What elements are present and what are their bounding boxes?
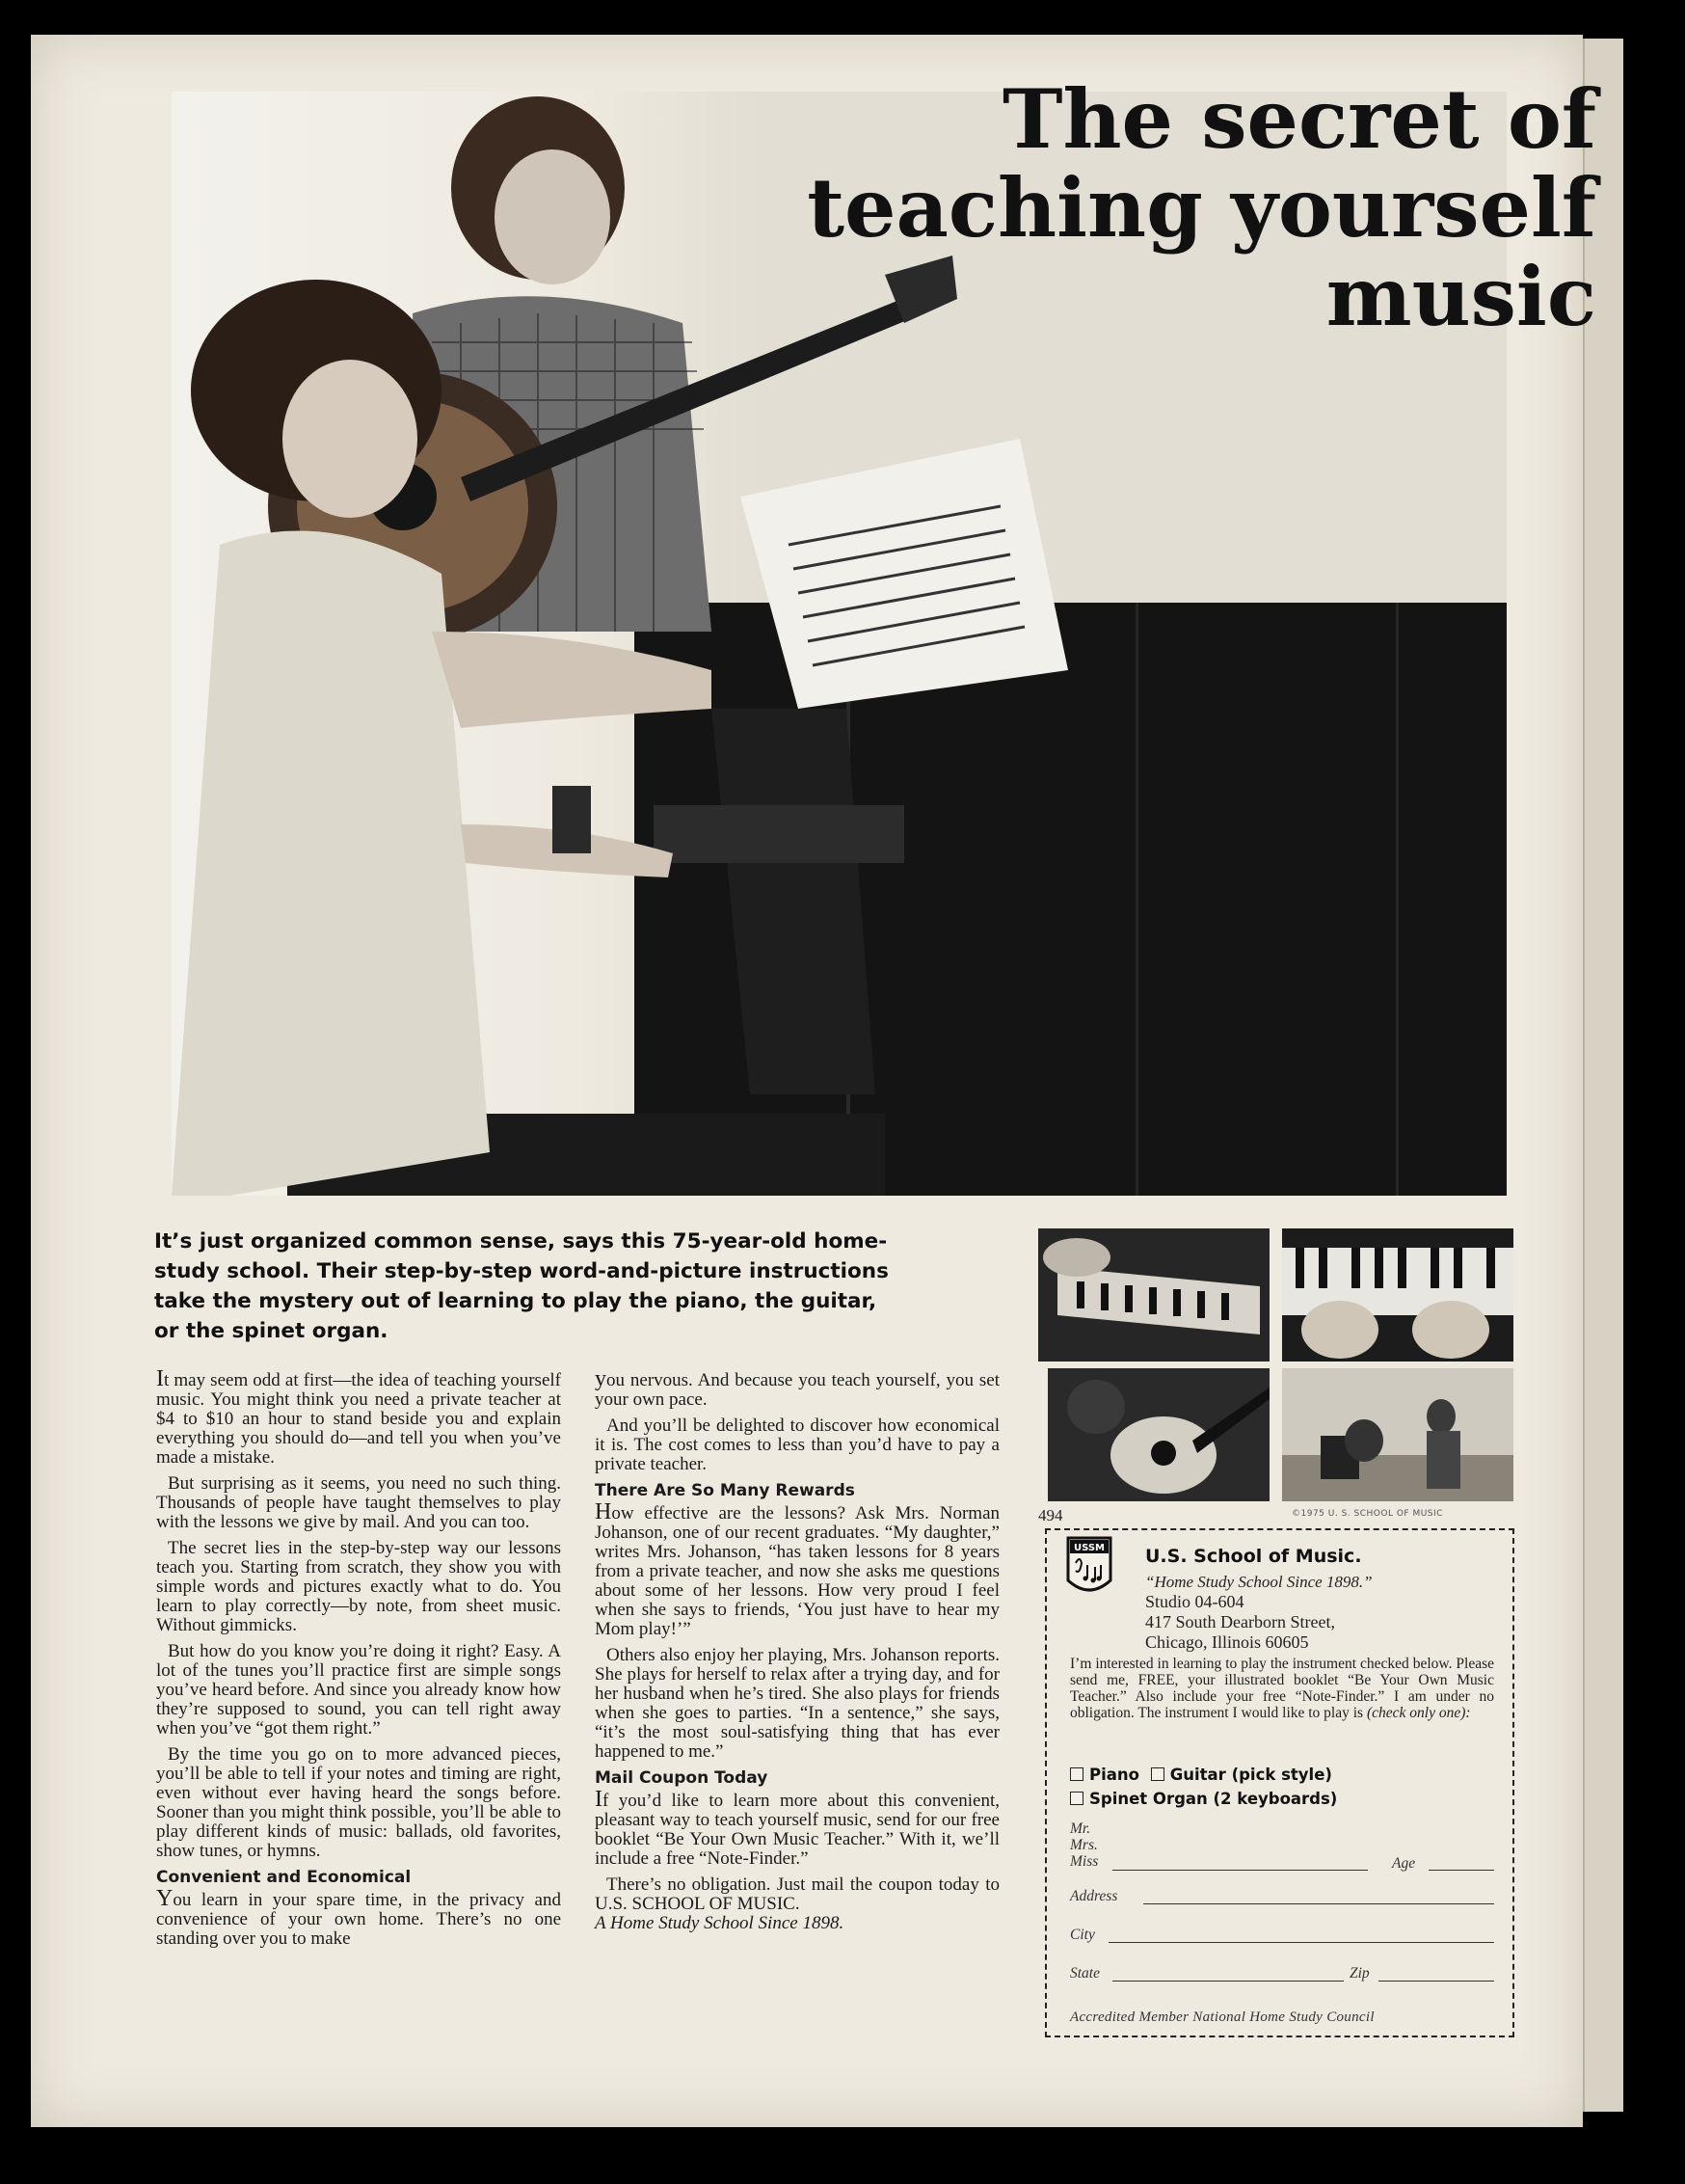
- body-paragraph: The secret lies in the step-by-step way our lessons teach you. Starting from scratch, they show you with simple words and pictures exactly what to do. You learn to play correctly—by note, from sheet music. Without gimmicks.: [156, 1538, 561, 1635]
- age-label: Age: [1392, 1855, 1416, 1872]
- accreditation: Accredited Member National Home Study Council: [1070, 2009, 1375, 2025]
- address-line-blank: [1143, 1903, 1494, 1904]
- mail-coupon[interactable]: [1045, 1528, 1514, 2037]
- checkbox-spinet-organ[interactable]: [1070, 1792, 1083, 1805]
- body-column-2: [595, 1366, 1000, 1933]
- logo-text: USSM: [1073, 1543, 1106, 1553]
- section-heading: There Are So Many Rewards: [595, 1481, 855, 1500]
- coupon-code: 494: [1038, 1506, 1063, 1524]
- closing-text: There’s no obligation. Just mail the coupon today to U.S. SCHOOL OF MUSIC.: [595, 1874, 1000, 1914]
- city-line: [1109, 1942, 1494, 1943]
- option-guitar[interactable]: [1151, 1766, 1332, 1784]
- option-label: Guitar (pick style): [1169, 1766, 1332, 1784]
- option-label: Spinet Organ (2 keyboards): [1089, 1790, 1338, 1808]
- title-miss: Miss: [1070, 1853, 1099, 1870]
- headline-line-1: The secret of: [1002, 71, 1596, 167]
- checkbox-piano[interactable]: [1070, 1767, 1083, 1781]
- intro-paragraph: It’s just organized common sense, says this 75-year-old home-study school. Their step-by-step word-and-picture instructions take the mystery out of learning to play the piano, the guitar, or the spinet organ.: [154, 1229, 889, 1343]
- zip-line: [1378, 1981, 1494, 1982]
- coupon-fields: [1070, 1820, 1494, 1984]
- section-heading: Convenient and Economical: [156, 1868, 412, 1887]
- coupon-body-text: I’m interested in learning to play the instrument checked below. Please send me, FREE, your illustrated booklet “Be Your Own Music Teacher.” Also include your free “Note-Finder.” I am under no obligation. The instrument I would like to play is: [1070, 1656, 1494, 1721]
- school-tagline: “Home Study School Since 1898.”: [1145, 1573, 1373, 1591]
- instrument-options: [1070, 1763, 1337, 1811]
- body-paragraph: It may seem odd at first—the idea of teaching yourself music. You might think you need a private teacher at $4 to $10 an hour to stand beside you and explain everything you should do—and tell you when you’ve made a mistake.: [156, 1366, 561, 1468]
- address-field[interactable]: [1070, 1886, 1494, 1907]
- school-address: [1145, 1592, 1335, 1653]
- coupon-body: [1070, 1656, 1494, 1721]
- coupon-body-note: (check only one):: [1366, 1705, 1471, 1721]
- body-paragraph: But how do you know you’re doing it right? Easy. A lot of the tunes you’ll practice first are simple songs you’ve heard before. And since you already know how they’re supposed to sound, you can tell right away when you’ve “got them right.”: [156, 1641, 561, 1739]
- school-name: U.S. School of Music.: [1145, 1546, 1362, 1567]
- body-paragraph: But surprising as it seems, you need no such thing. Thousands of people have taught themselves to play with the lessons we give by mail. And you can too.: [156, 1473, 561, 1532]
- headline: [806, 71, 1596, 344]
- zip-label: Zip: [1350, 1965, 1370, 1982]
- body-paragraph: And you’ll be delighted to discover how economical it is. The cost comes to less than you’d have to pay a private teacher.: [595, 1416, 1000, 1474]
- headline-line-3: music: [1325, 249, 1596, 344]
- state-zip-field[interactable]: [1070, 1963, 1494, 1984]
- ussm-logo: [1066, 1536, 1112, 1600]
- address-label: Address: [1070, 1888, 1118, 1904]
- address-line: 417 South Dearborn Street,: [1145, 1612, 1335, 1631]
- checkbox-guitar[interactable]: [1151, 1767, 1164, 1781]
- thumb-family: [1282, 1368, 1513, 1501]
- state-line: [1112, 1981, 1344, 1982]
- section-heading: Mail Coupon Today: [595, 1768, 768, 1788]
- name-line: [1112, 1870, 1368, 1871]
- closing-tagline: A Home Study School Since 1898.: [595, 1913, 844, 1933]
- option-piano[interactable]: [1070, 1766, 1139, 1784]
- page-edge: [1583, 39, 1623, 2112]
- title-mr: Mr.: [1070, 1820, 1091, 1837]
- thumb-organ: [1038, 1228, 1270, 1362]
- body-paragraph: If you’d like to learn more about this convenient, pleasant way to teach yourself music, send for our free booklet “Be Your Own Music Teacher.” With it, we’ll include a free “Note-Finder.”: [595, 1787, 1000, 1869]
- body-paragraph: How effective are the lessons? Ask Mrs. Norman Johanson, one of our recent graduates. “My daughter,” writes Mrs. Johanson, “has taken lessons for 8 years from a private teacher, and now she asks me questions about some of her lessons. How very proud I feel when she says to friends, ‘You just have to hear my Mom play!’”: [595, 1499, 1000, 1639]
- option-label: Piano: [1089, 1766, 1139, 1784]
- headline-line-2: teaching yourself: [807, 160, 1596, 256]
- body-paragraph: you nervous. And because you teach yourself, you set your own pace.: [595, 1366, 1000, 1410]
- body-paragraph: [595, 1875, 1000, 1933]
- body-column-1: [156, 1366, 561, 1955]
- thumb-guitar: [1048, 1368, 1270, 1501]
- address-line: Chicago, Illinois 60605: [1145, 1632, 1309, 1652]
- body-paragraph: Others also enjoy her playing, Mrs. Johanson reports. She plays for herself to relax after a trying day, and for her husband when he’s tired. She also plays for friends when she goes to parties. “In a sentence,” she says, “it’s the most soul-satisfying thing that has ever happened to me.”: [595, 1645, 1000, 1762]
- thumb-piano-keys: [1282, 1228, 1513, 1362]
- age-line[interactable]: [1429, 1870, 1494, 1871]
- title-mrs: Mrs.: [1070, 1837, 1098, 1853]
- body-paragraph: By the time you go on to more advanced pieces, you’ll be able to tell if your notes and timing are right, even without ever having heard the songs before. Sooner than you might think possible, you’ll be able to play different kinds of music: ballads, old favorites, show tunes, or hymns.: [156, 1744, 561, 1861]
- city-field[interactable]: [1070, 1925, 1494, 1946]
- body-paragraph: You learn in your spare time, in the privacy and convenience of your own home. There’s no one standing over you to make: [156, 1886, 561, 1949]
- thumbnail-grid: [1038, 1228, 1513, 1501]
- name-field[interactable]: [1070, 1820, 1494, 1874]
- state-label: State: [1070, 1965, 1100, 1982]
- copyright-notice: ©1975 U. S. SCHOOL OF MUSIC: [1292, 1509, 1443, 1519]
- address-line: Studio 04-604: [1145, 1592, 1244, 1611]
- city-label: City: [1070, 1927, 1095, 1943]
- option-spinet-organ[interactable]: [1070, 1790, 1337, 1808]
